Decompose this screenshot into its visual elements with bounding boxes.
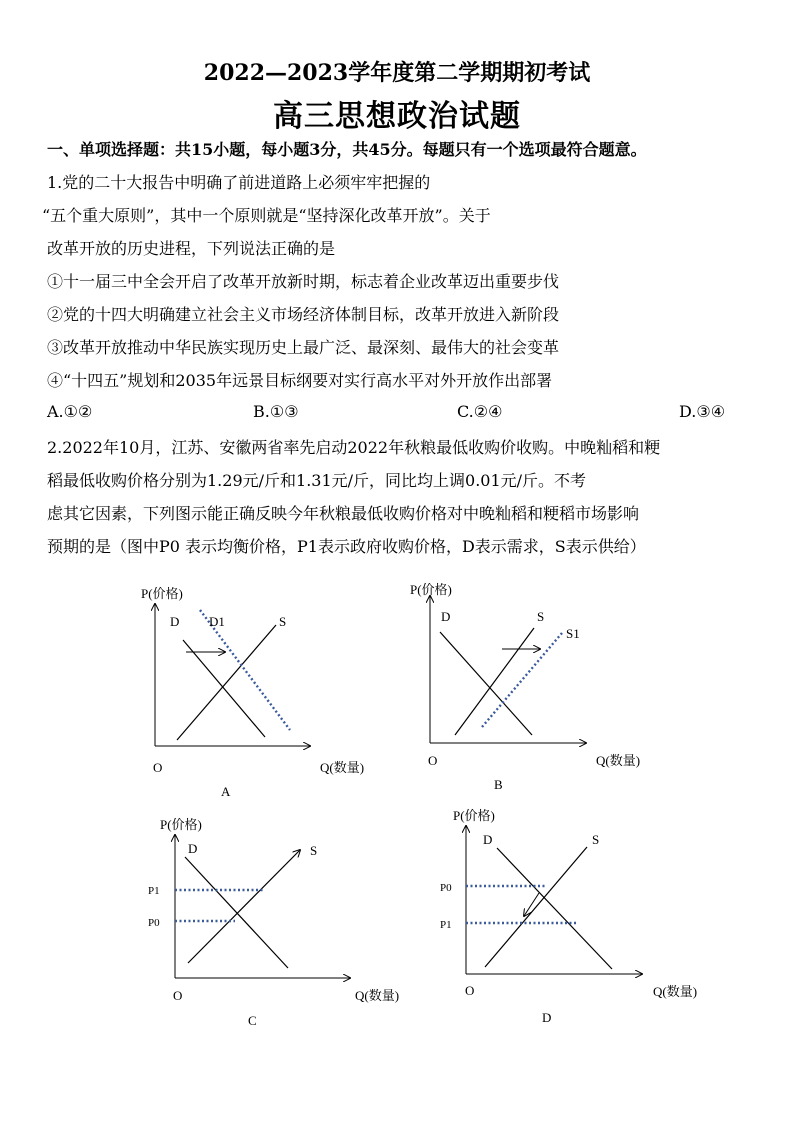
supply-label: S	[310, 843, 318, 858]
p0-label: P0	[148, 917, 160, 929]
q1-line-1: 1.党的二十大报告中明确了前进道路上必须牢牢把握的	[47, 173, 431, 192]
q1-statement-4: ④“十四五”规划和2035年远景目标纲要对实行高水平对外开放作出部署	[47, 371, 553, 390]
caption-b: B	[494, 777, 503, 792]
q1-line-2: “五个重大原则”，其中一个原则就是“坚持深化改革开放”。关于	[42, 206, 491, 225]
shifted-supply-label: S1	[566, 626, 580, 641]
x-axis-label: Q(数量)	[355, 988, 400, 1003]
demand-curve	[185, 857, 288, 968]
diagram-c	[148, 817, 399, 1028]
origin-label: O	[465, 983, 475, 998]
supply-curve	[485, 847, 587, 967]
diagram-b	[410, 582, 640, 792]
origin-label: O	[173, 988, 183, 1003]
p1-label: P1	[440, 919, 452, 931]
demand-curve	[497, 848, 612, 969]
x-axis-label: Q(数量)	[596, 753, 641, 768]
q2-line-2: 稻最低收购价格分别为1.29元/斤和1.31元/斤，同比均上调0.01元/斤。不考	[47, 471, 587, 490]
p0-label: P0	[440, 882, 452, 894]
supply-label: S	[537, 609, 545, 624]
supply-curve	[177, 625, 276, 740]
caption-d: D	[542, 1010, 552, 1025]
origin-label: O	[153, 760, 163, 775]
shifted-demand-label: D1	[209, 614, 225, 629]
subject-title: 高三思想政治试题	[273, 99, 521, 134]
supply-demand-diagrams	[0, 570, 794, 1040]
demand-curve	[440, 632, 532, 735]
origin-label: O	[428, 753, 438, 768]
q1-option-b: B.①③	[253, 402, 299, 421]
y-axis-label: P(价格)	[410, 582, 452, 597]
q1-option-a: A.①②	[47, 402, 93, 421]
y-axis-label: P(价格)	[453, 808, 495, 823]
q1-line-3: 改革开放的历史进程，下列说法正确的是	[47, 239, 336, 258]
p1-label: P1	[148, 885, 160, 897]
x-axis-label: Q(数量)	[653, 984, 698, 999]
demand-label: D	[170, 614, 180, 629]
diagram-d	[440, 808, 697, 1025]
supply-label: S	[279, 614, 287, 629]
supply-curve	[188, 850, 300, 963]
q2-line-3: 虑其它因素，下列图示能正确反映今年秋粮最低收购价格对中晚籼稻和粳稻市场影响	[47, 504, 640, 523]
supply-curve	[455, 628, 534, 735]
caption-a: A	[221, 784, 231, 799]
q1-option-c: C.②④	[457, 402, 503, 421]
q2-line-1: 2.2022年10月，江苏、安徽两省率先启动2022年秋粮最低收购价收购。中晚籼稻和粳	[47, 438, 661, 457]
demand-label: D	[483, 832, 493, 847]
q1-option-d: D.③④	[679, 402, 726, 421]
y-axis-label: P(价格)	[160, 817, 202, 832]
section-heading: 一、单项选择题：共15小题，每小题3分，共45分。每题只有一个选项最符合题意。	[47, 140, 647, 159]
diagram-a	[141, 586, 364, 799]
demand-label: D	[188, 841, 198, 856]
demand-curve	[183, 640, 265, 737]
caption-c: C	[248, 1013, 257, 1028]
q1-statement-2: ②党的十四大明确建立社会主义市场经济体制目标，改革开放进入新阶段	[47, 305, 560, 324]
q2-line-4: 预期的是（图中P0 表示均衡价格，P1表示政府收购价格，D表示需求，S表示供给）	[47, 537, 646, 556]
shifted-supply-curve	[482, 633, 562, 727]
supply-label: S	[592, 832, 600, 847]
demand-label: D	[441, 609, 451, 624]
q1-statement-1: ①十一届三中全会开启了改革开放新时期，标志着企业改革迈出重要步伐	[47, 272, 560, 291]
y-axis-label: P(价格)	[141, 586, 183, 601]
q1-statement-3: ③改革开放推动中华民族实现历史上最广泛、最深刻、最伟大的社会变革	[47, 338, 560, 357]
x-axis-label: Q(数量)	[320, 760, 365, 775]
exam-title: 2022—2023学年度第二学期期初考试	[203, 60, 591, 86]
